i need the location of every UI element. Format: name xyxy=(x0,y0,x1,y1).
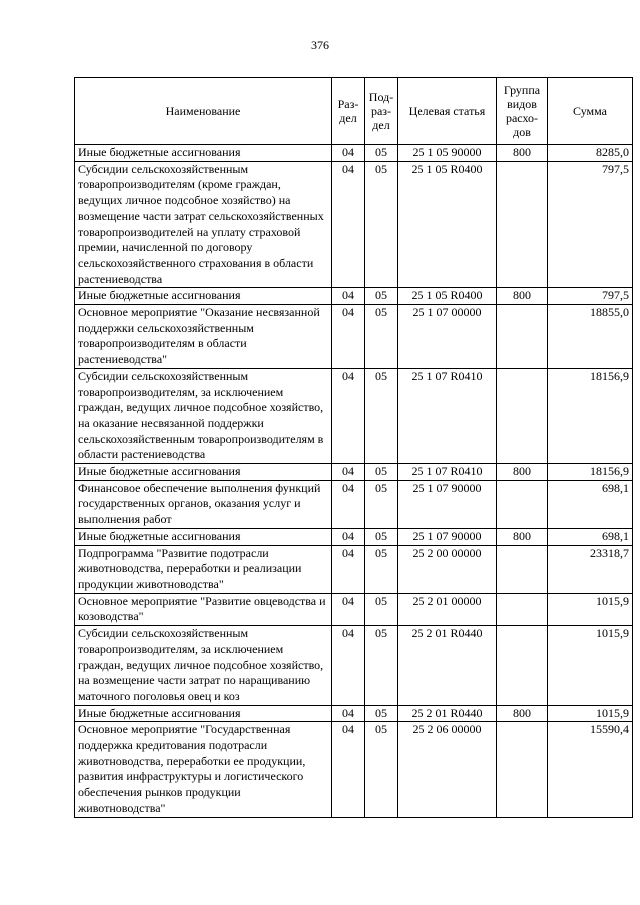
cell-article: 25 2 01 R0440 xyxy=(398,626,497,706)
cell-group xyxy=(497,593,548,625)
cell-article: 25 2 00 00000 xyxy=(398,545,497,593)
table-row xyxy=(75,626,633,706)
header-name: Наименование xyxy=(75,78,332,145)
cell-razdel: 04 xyxy=(332,161,365,288)
cell-podrazdel: 05 xyxy=(365,305,398,369)
budget-table xyxy=(74,77,633,818)
cell-sum: 797,5 xyxy=(548,161,633,288)
table-row xyxy=(75,145,633,162)
header-group: Группа видов расхо-дов xyxy=(497,78,548,145)
cell-group: 800 xyxy=(497,528,548,545)
cell-article: 25 1 07 90000 xyxy=(398,528,497,545)
cell-podrazdel: 05 xyxy=(365,480,398,528)
cell-group: 800 xyxy=(497,145,548,162)
cell-name: Подпрограмма "Развитие подотрасли животноводства, переработки и реализации продукции животноводства" xyxy=(75,545,332,593)
cell-sum: 1015,9 xyxy=(548,705,633,722)
cell-group xyxy=(497,305,548,369)
table-row xyxy=(75,528,633,545)
cell-sum: 1015,9 xyxy=(548,593,633,625)
cell-name: Иные бюджетные ассигнования xyxy=(75,528,332,545)
cell-razdel: 04 xyxy=(332,305,365,369)
header-row xyxy=(75,78,633,145)
cell-razdel: 04 xyxy=(332,464,365,481)
header-razdel: Раз-дел xyxy=(332,78,365,145)
cell-group: 800 xyxy=(497,464,548,481)
cell-group xyxy=(497,368,548,463)
cell-podrazdel: 05 xyxy=(365,368,398,463)
cell-group: 800 xyxy=(497,705,548,722)
cell-name: Основное мероприятие "Государственная поддержка кредитования подотрасли животноводства, переработки ее продукции, развития инфраструктуры и логистического обеспечения рынков продукции животноводства" xyxy=(75,722,332,817)
table-row xyxy=(75,593,633,625)
cell-sum: 797,5 xyxy=(548,288,633,305)
page-number: 376 xyxy=(311,38,329,52)
cell-podrazdel: 05 xyxy=(365,593,398,625)
cell-sum: 18156,9 xyxy=(548,368,633,463)
cell-razdel: 04 xyxy=(332,705,365,722)
cell-podrazdel: 05 xyxy=(365,161,398,288)
cell-razdel: 04 xyxy=(332,626,365,706)
cell-razdel: 04 xyxy=(332,145,365,162)
cell-name: Субсидии сельскохозяйственным товаропроизводителям, за исключением граждан, ведущих личное подсобное хозяйство, на оказание несвязанной поддержки сельскохозяйственным товаропроизводителям в области растениеводства xyxy=(75,368,332,463)
table-row xyxy=(75,480,633,528)
table-row xyxy=(75,705,633,722)
cell-group xyxy=(497,722,548,817)
cell-group xyxy=(497,545,548,593)
cell-article: 25 2 01 R0440 xyxy=(398,705,497,722)
cell-podrazdel: 05 xyxy=(365,464,398,481)
cell-name: Финансовое обеспечение выполнения функций государственных органов, оказания услуг и выполнения работ xyxy=(75,480,332,528)
cell-article: 25 1 07 90000 xyxy=(398,480,497,528)
cell-article: 25 1 07 00000 xyxy=(398,305,497,369)
table-row xyxy=(75,368,633,463)
cell-article: 25 1 05 90000 xyxy=(398,145,497,162)
cell-podrazdel: 05 xyxy=(365,722,398,817)
cell-razdel: 04 xyxy=(332,545,365,593)
cell-sum: 18855,0 xyxy=(548,305,633,369)
cell-razdel: 04 xyxy=(332,480,365,528)
cell-name: Субсидии сельскохозяйственным товаропроизводителям, за исключением граждан, ведущих личное подсобное хозяйство, на возмещение части затрат по наращиванию маточного поголовья овец и коз xyxy=(75,626,332,706)
cell-razdel: 04 xyxy=(332,368,365,463)
cell-name: Иные бюджетные ассигнования xyxy=(75,464,332,481)
cell-name: Основное мероприятие "Развитие овцеводства и козоводства" xyxy=(75,593,332,625)
table-row xyxy=(75,288,633,305)
cell-sum: 698,1 xyxy=(548,528,633,545)
header-podrazdel: Под-раз-дел xyxy=(365,78,398,145)
table-header xyxy=(75,78,633,145)
table-body xyxy=(75,145,633,818)
cell-razdel: 04 xyxy=(332,288,365,305)
cell-name: Иные бюджетные ассигнования xyxy=(75,705,332,722)
header-sum: Сумма xyxy=(548,78,633,145)
cell-sum: 23318,7 xyxy=(548,545,633,593)
cell-podrazdel: 05 xyxy=(365,626,398,706)
cell-podrazdel: 05 xyxy=(365,528,398,545)
table-row xyxy=(75,305,633,369)
cell-group xyxy=(497,161,548,288)
cell-razdel: 04 xyxy=(332,528,365,545)
table-row xyxy=(75,722,633,817)
cell-name: Основное мероприятие "Оказание несвязанной поддержки сельскохозяйственным товаропроизводителям в области растениеводства" xyxy=(75,305,332,369)
cell-podrazdel: 05 xyxy=(365,545,398,593)
table-row xyxy=(75,464,633,481)
cell-sum: 698,1 xyxy=(548,480,633,528)
cell-sum: 8285,0 xyxy=(548,145,633,162)
cell-article: 25 2 01 00000 xyxy=(398,593,497,625)
cell-podrazdel: 05 xyxy=(365,288,398,305)
cell-article: 25 1 07 R0410 xyxy=(398,368,497,463)
cell-group xyxy=(497,626,548,706)
cell-article: 25 1 07 R0410 xyxy=(398,464,497,481)
header-article: Целевая статья xyxy=(398,78,497,145)
cell-podrazdel: 05 xyxy=(365,705,398,722)
cell-podrazdel: 05 xyxy=(365,145,398,162)
cell-group: 800 xyxy=(497,288,548,305)
cell-article: 25 1 05 R0400 xyxy=(398,161,497,288)
cell-sum: 18156,9 xyxy=(548,464,633,481)
cell-name: Иные бюджетные ассигнования xyxy=(75,145,332,162)
cell-article: 25 1 05 R0400 xyxy=(398,288,497,305)
cell-article: 25 2 06 00000 xyxy=(398,722,497,817)
cell-name: Субсидии сельскохозяйственным товаропроизводителям (кроме граждан, ведущих личное подсобное хозяйство) на возмещение части затрат сельскохозяйственных товаропроизводителей на уплату страховой премии, начисленной по договору сельскохозяйственного страхования в области растениеводства xyxy=(75,161,332,288)
cell-razdel: 04 xyxy=(332,593,365,625)
cell-name: Иные бюджетные ассигнования xyxy=(75,288,332,305)
table-row xyxy=(75,161,633,288)
cell-razdel: 04 xyxy=(332,722,365,817)
table-row xyxy=(75,545,633,593)
cell-sum: 1015,9 xyxy=(548,626,633,706)
cell-group xyxy=(497,480,548,528)
cell-sum: 15590,4 xyxy=(548,722,633,817)
